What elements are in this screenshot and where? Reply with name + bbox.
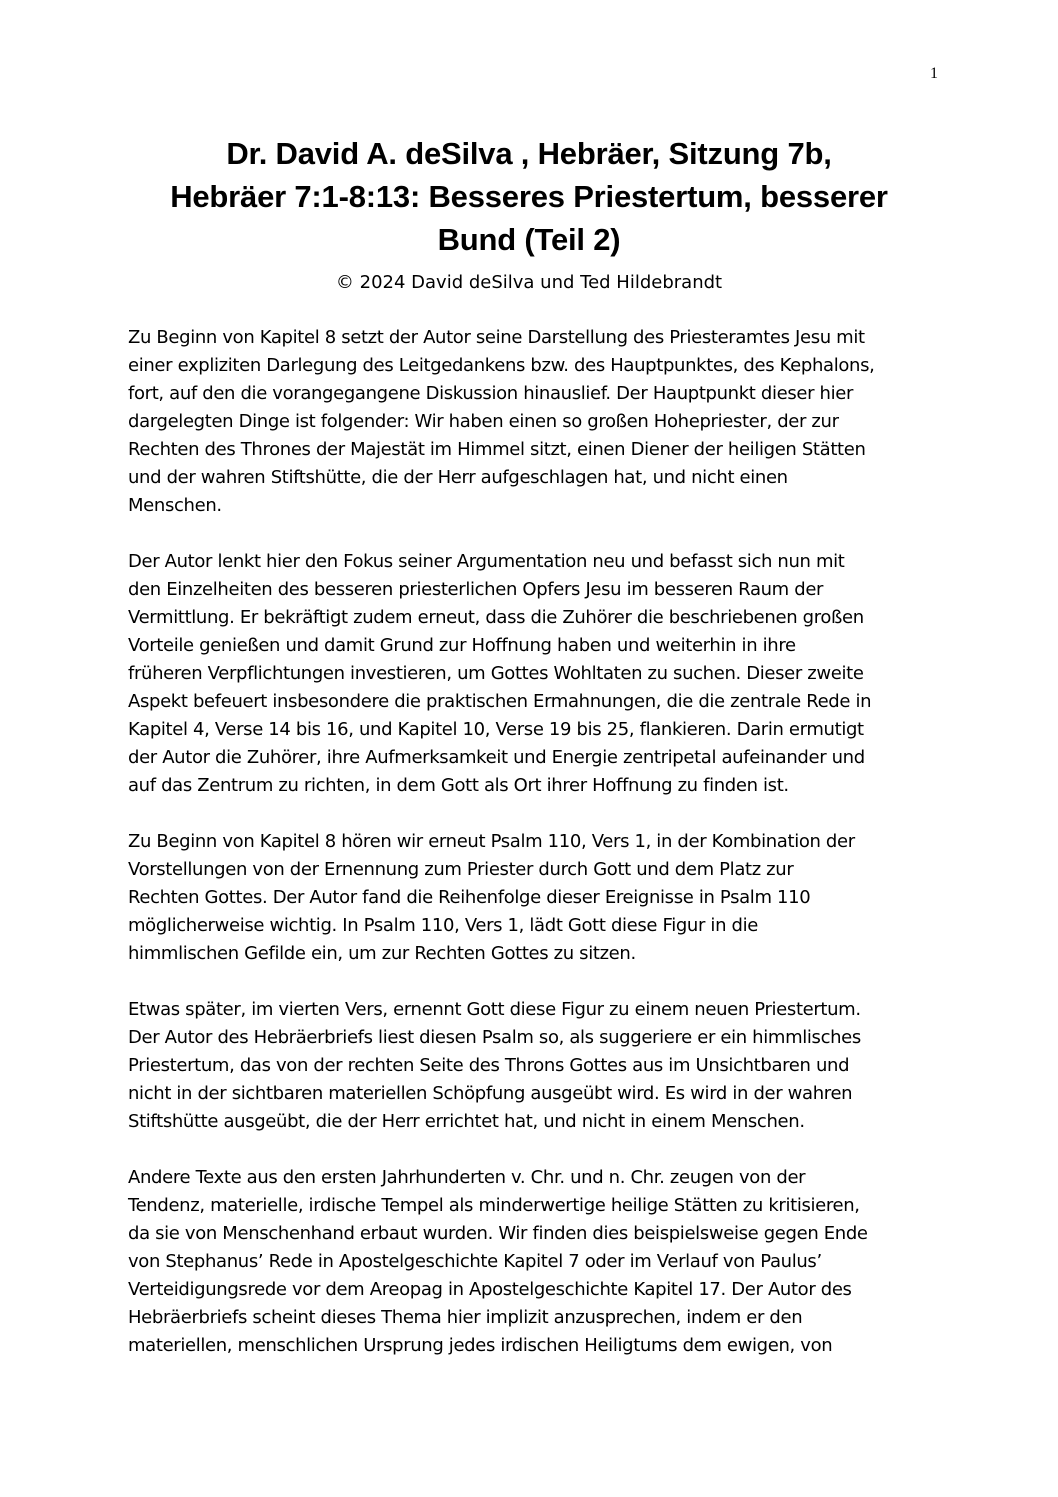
- text-line: dargelegten Dinge ist folgender: Wir haben einen so großen Hohepriester, der zur: [128, 411, 839, 432]
- text-line: Zu Beginn von Kapitel 8 setzt der Autor seine Darstellung des Priesteramtes Jesu mit: [128, 327, 865, 348]
- document-title: [128, 132, 930, 261]
- text-line: Vorstellungen von der Ernennung zum Priester durch Gott und dem Platz zur: [128, 859, 794, 880]
- text-line: Priestertum, das von der rechten Seite des Throns Gottes aus im Unsichtbaren und: [128, 1055, 850, 1076]
- paragraph-3: [128, 828, 948, 968]
- text-line: nicht in der sichtbaren materiellen Schöpfung ausgeübt wird. Es wird in der wahren: [128, 1083, 853, 1104]
- text-line: auf das Zentrum zu richten, in dem Gott als Ort ihrer Hoffnung zu finden ist.: [128, 775, 789, 796]
- body-text: [128, 324, 948, 1388]
- title-line: Hebräer 7:1-8:13: Besseres Priestertum, besserer: [170, 179, 888, 214]
- text-line: Stiftshütte ausgeübt, die der Herr errichtet hat, und nicht in einem Menschen.: [128, 1111, 805, 1132]
- paragraph-1: [128, 324, 948, 520]
- text-line: da sie von Menschenhand erbaut wurden. Wir finden dies beispielsweise gegen Ende: [128, 1223, 868, 1244]
- text-line: Zu Beginn von Kapitel 8 hören wir erneut Psalm 110, Vers 1, in der Kombination der: [128, 831, 855, 852]
- text-line: Der Autor lenkt hier den Fokus seiner Argumentation neu und befasst sich nun mit: [128, 551, 845, 572]
- text-line: Hebräerbriefs scheint dieses Thema hier implizit anzusprechen, indem er den: [128, 1307, 803, 1328]
- text-line: materiellen, menschlichen Ursprung jedes irdischen Heiligtums dem ewigen, von: [128, 1335, 833, 1356]
- text-line: früheren Verpflichtungen investieren, um Gottes Wohltaten zu suchen. Dieser zweite: [128, 663, 864, 684]
- text-line: Aspekt befeuert insbesondere die praktischen Ermahnungen, die die zentrale Rede in: [128, 691, 872, 712]
- title-line: Dr. David A. deSilva , Hebräer, Sitzung 7b,: [226, 136, 832, 171]
- text-line: fort, auf den die vorangegangene Diskussion hinauslief. Der Hauptpunkt dieser hier: [128, 383, 853, 404]
- text-line: und der wahren Stiftshütte, die der Herr aufgeschlagen hat, und nicht einen: [128, 467, 788, 488]
- text-line: Tendenz, materielle, irdische Tempel als minderwertige heilige Stätten zu kritisieren,: [128, 1195, 860, 1216]
- text-line: Verteidigungsrede vor dem Areopag in Apostelgeschichte Kapitel 17. Der Autor des: [128, 1279, 852, 1300]
- text-line: Etwas später, im vierten Vers, ernennt Gott diese Figur zu einem neuen Priestertum.: [128, 999, 861, 1020]
- text-line: möglicherweise wichtig. In Psalm 110, Vers 1, lädt Gott diese Figur in die: [128, 915, 758, 936]
- text-line: Vorteile genießen und damit Grund zur Hoffnung haben und weiterhin in ihre: [128, 635, 796, 656]
- text-line: der Autor die Zuhörer, ihre Aufmerksamkeit und Energie zentripetal aufeinander und: [128, 747, 865, 768]
- text-line: Andere Texte aus den ersten Jahrhunderten v. Chr. und n. Chr. zeugen von der: [128, 1167, 806, 1188]
- copyright-notice: © 2024 David deSilva und Ted Hildebrandt: [335, 272, 723, 293]
- text-line: himmlischen Gefilde ein, um zur Rechten Gottes zu sitzen.: [128, 943, 636, 964]
- text-line: Rechten des Thrones der Majestät im Himmel sitzt, einen Diener der heiligen Stätten: [128, 439, 866, 460]
- text-line: von Stephanus’ Rede in Apostelgeschichte Kapitel 7 oder im Verlauf von Paulus’: [128, 1251, 822, 1272]
- text-line: Rechten Gottes. Der Autor fand die Reihenfolge dieser Ereignisse in Psalm 110: [128, 887, 811, 908]
- text-line: Menschen.: [128, 495, 222, 516]
- text-line: Der Autor des Hebräerbriefs liest diesen Psalm so, als suggeriere er ein himmlisches: [128, 1027, 861, 1048]
- page-number: 1: [930, 65, 938, 82]
- paragraph-2: [128, 548, 948, 800]
- paragraph-5: [128, 1164, 948, 1360]
- text-line: einer expliziten Darlegung des Leitgedankens bzw. des Hauptpunktes, des Kephalons,: [128, 355, 875, 376]
- paragraph-4: [128, 996, 948, 1136]
- text-line: den Einzelheiten des besseren priesterlichen Opfers Jesu im besseren Raum der: [128, 579, 824, 600]
- text-line: Vermittlung. Er bekräftigt zudem erneut, dass die Zuhörer die beschriebenen großen: [128, 607, 864, 628]
- title-line: Bund (Teil 2): [437, 222, 621, 257]
- text-line: Kapitel 4, Verse 14 bis 16, und Kapitel 10, Verse 19 bis 25, flankieren. Darin ermutigt: [128, 719, 864, 740]
